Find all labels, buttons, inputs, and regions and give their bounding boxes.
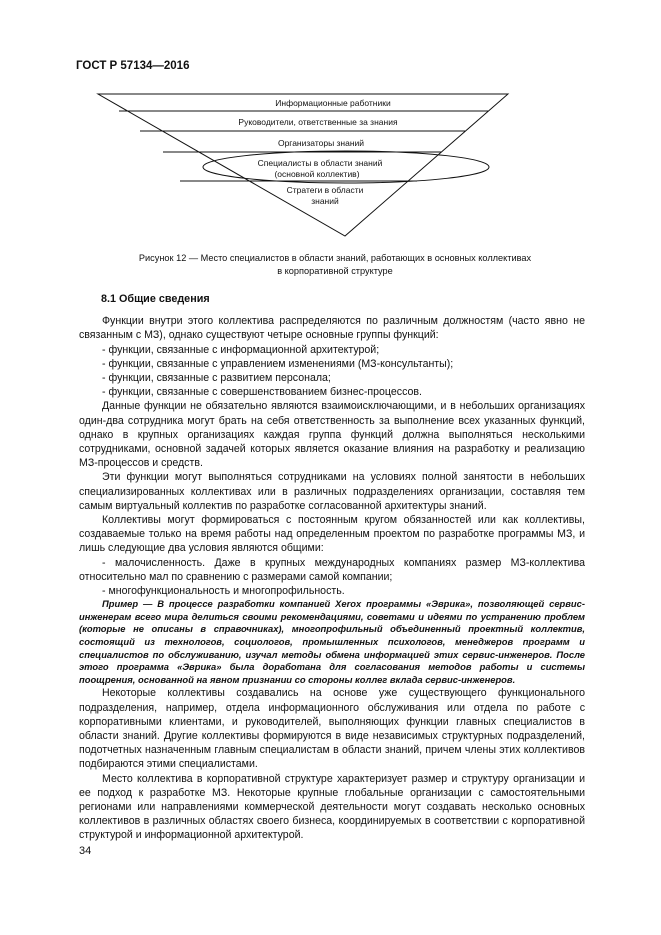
layer-information-workers: Информационные работники bbox=[275, 98, 391, 108]
paragraph-4: Коллективы могут формироваться с постоянным кругом обязанностей или как коллективы, создаваемые только на время работы над определенным проектом по разработке программы МЗ, и лишь следующие два условия являются общими: bbox=[79, 514, 585, 555]
paragraph-1: Функции внутри этого коллектива распределяются по различным должностям (часто явно не связанным с МЗ), однако существуют четыре основные группы функций: bbox=[79, 315, 585, 342]
layer-knowledge-specialists: Специалисты в области знаний bbox=[257, 158, 383, 168]
page-number: 34 bbox=[79, 845, 92, 857]
layer-knowledge-managers: Руководители, ответственные за знания bbox=[238, 117, 398, 127]
list-item: - функции, связанные с информационной архитектурой; bbox=[102, 343, 380, 356]
document-header: ГОСТ Р 57134—2016 bbox=[76, 60, 190, 72]
caption-line-2: в корпоративной структуре bbox=[277, 266, 393, 276]
layer-core-team: (основной коллектив) bbox=[274, 169, 360, 179]
list-item: - малочисленность. Даже в крупных международных компаниях размер МЗ-коллектива относительно мал по сравнению с размерами самой компании; bbox=[79, 556, 585, 583]
list-item: - функции, связанные с управлением изменениями (МЗ-консультанты); bbox=[102, 357, 454, 370]
caption-line-1: Рисунок 12 — Место специалистов в области знаний, работающих в основных коллективах bbox=[138, 253, 532, 263]
paragraph-2: Данные функции не обязательно являются взаимоисключающими, и в небольших организациях один-два сотрудника могут брать на себя ответственность за выполнение всех указанных функций, однако в крупных организациях каждая группа функций должна выполняться несколькими сотрудниками, основной задачей которых является оказание влияния на разработку и реализацию МЗ-процессов и средств. bbox=[79, 400, 585, 470]
list-item: - функции, связанные с развитием персонала; bbox=[102, 372, 331, 385]
paragraph-3: Эти функции могут выполняться сотрудниками на условиях полной занятости в небольших специализированных коллективах или в различных подразделениях организации, составляя тем самым виртуальный коллектив по разработке согласованной архитектуры знаний. bbox=[79, 471, 585, 512]
document-body bbox=[79, 292, 585, 843]
layer-knowledge-strategists-2: знаний bbox=[311, 196, 339, 206]
list-item: - функции, связанные с совершенствованием бизнес-процессов. bbox=[102, 386, 422, 399]
layer-knowledge-organizers: Организаторы знаний bbox=[277, 138, 365, 148]
inverted-pyramid-diagram bbox=[0, 0, 661, 250]
figure-caption bbox=[80, 252, 590, 278]
paragraph-6: Место коллектива в корпоративной структуре характеризует размер и структуру организации и ее подход к разработке МЗ. Некоторые крупные глобальные организации с самостоятельными регионами или направлениями коммерческой деятельности могут создавать несколько основных коллективов в различных областях своего бизнеса, координируемых в соответствии с корпоративной структурой и информационной архитектурой. bbox=[79, 772, 585, 842]
layer-knowledge-strategists-1: Стратеги в области bbox=[286, 185, 364, 195]
section-title: 8.1 Общие сведения bbox=[101, 293, 210, 305]
list-item: - многофункциональность и многопрофильность. bbox=[102, 585, 345, 598]
example-paragraph: Пример — В процессе разработки компанией Xerox программы «Эврика», позволяющей сервис-инженерам всего мира делиться своими рекомендациями, советами и идеями по устранению проблем (которые не описаны в справочниках), многопрофильный объединенный проектный коллектив, состоящий из технологов, социологов, промышленных психологов, менеджеров программ и специалистов по обслуживанию, изучал методы обмена информацией этих сервис-инженеров. После этого программа «Эврика» была доработана для согласования методов работы и системы поощрения, основанной на явном признании со стороны коллег вклада сервис-инженеров. bbox=[79, 598, 585, 685]
paragraph-5: Некоторые коллективы создавались на основе уже существующего функционального подразделения, например, отдела информационного обслуживания или отдела по работе с корпоративными клиентами, и руководителей, выполняющих функции главных специалистов в области знаний. Другие коллективы формируются в виде независимых структурных подразделений, подотчетных назначенным главным специалистам в области знаний, причем члены этих коллективов подбираются этими специалистами. bbox=[79, 687, 585, 771]
